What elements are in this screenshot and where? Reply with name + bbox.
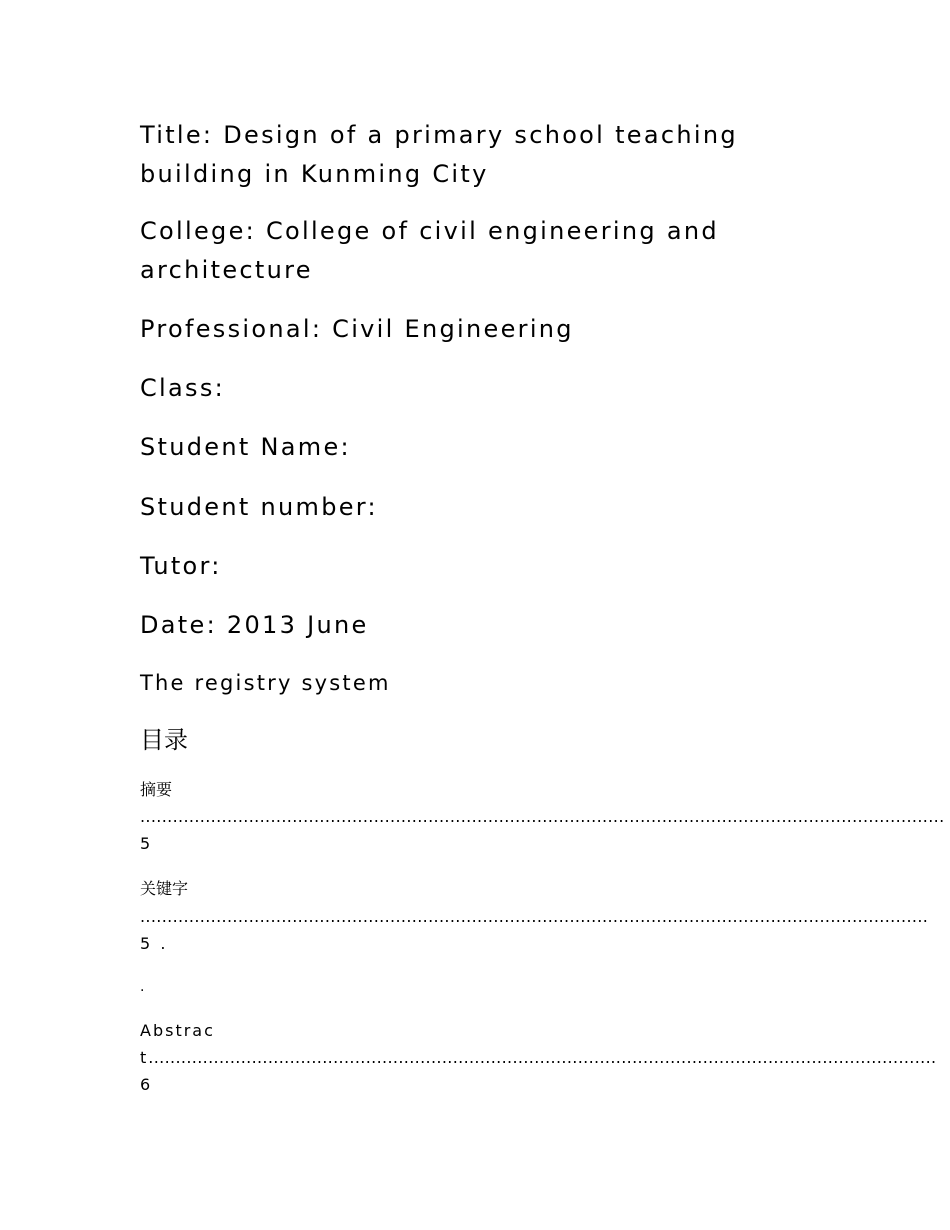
toc-entry-keywords-label: 关键字 (140, 879, 189, 898)
thesis-title: Title: Design of a primary school teaching building in Kunming City (140, 121, 738, 188)
tutor-line: Tutor: (140, 552, 222, 580)
toc-leader-dots: ................................................................................................................................................. (140, 907, 929, 926)
professional-line: Professional: Civil Engineering (140, 315, 574, 343)
toc-page-number: 5 (140, 934, 151, 953)
toc-trailing-dot: . (160, 934, 166, 953)
toc-leader-dots: ................................................................................................................................................. (148, 1048, 937, 1067)
toc-heading: 目录 (140, 726, 188, 754)
toc-entry-abstract-cn[interactable] (140, 803, 945, 857)
date-line: Date: 2013 June (140, 611, 369, 639)
toc-entry-abstract-en[interactable] (140, 1017, 937, 1098)
toc-leader-dots: .................................................................................................................................................... (140, 807, 945, 826)
student-name-line: Student Name: (140, 433, 351, 461)
college-line: College: College of civil engineering and architecture (140, 217, 719, 284)
toc-page-number: 5 (140, 834, 151, 853)
class-line: Class: (140, 374, 226, 402)
stray-dot: . (140, 979, 145, 995)
toc-entry-abstract-cn-label: 摘要 (140, 780, 173, 799)
toc-entry-keywords[interactable] (140, 903, 929, 957)
student-number-line: Student number: (140, 493, 378, 521)
toc-entry-label: Abstract (140, 1021, 215, 1067)
registry-heading: The registry system (140, 671, 391, 695)
toc-page-number: 6 (140, 1075, 151, 1094)
